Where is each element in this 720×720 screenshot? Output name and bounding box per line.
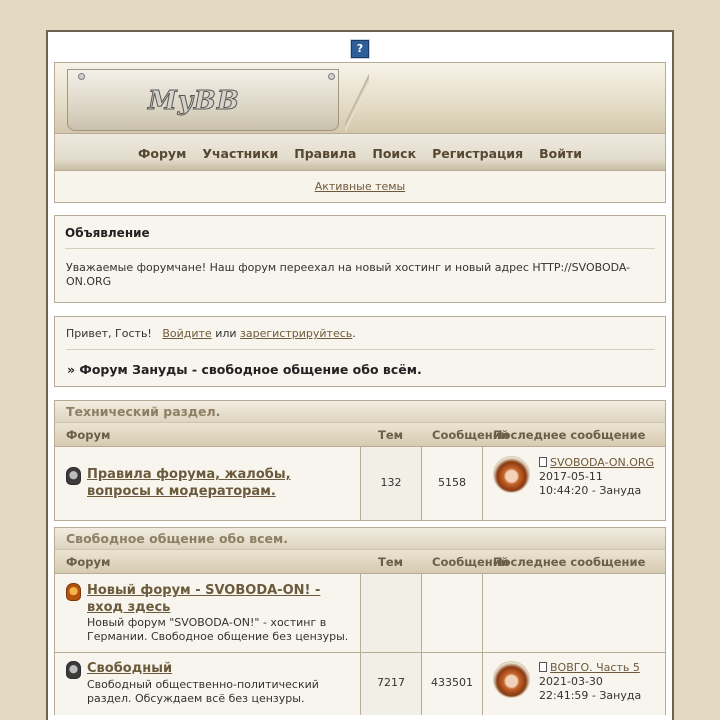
col-forum: Форум (66, 428, 111, 442)
greeting: Привет, Гость! (66, 327, 152, 340)
forum-new-icon (66, 583, 81, 601)
forum-row (55, 653, 665, 715)
column-header (55, 423, 665, 447)
last-post-date: 2021-03-30 (539, 675, 603, 688)
forum-description: Свободный общественно-политический раздел. Обсуждаем всё без цензуры. (87, 678, 319, 705)
welcome-line (66, 327, 655, 350)
logo-text: MyBB (148, 86, 240, 116)
last-post (539, 661, 659, 703)
login-link[interactable]: Войдите (162, 327, 212, 340)
bolt-icon (78, 73, 85, 80)
category-title[interactable]: Свободное общение обо всем. (55, 528, 665, 550)
nav-search[interactable]: Поиск (372, 146, 417, 161)
header (54, 62, 666, 134)
topics-count: 132 (380, 476, 402, 489)
posts-count: 433501 (431, 676, 473, 689)
forum-title[interactable]: Новый форум - SVOBODA-ON! - вход здесь (87, 583, 321, 615)
forum-read-icon (66, 661, 81, 679)
col-topics: Тем (378, 428, 404, 442)
nav-register[interactable]: Регистрация (432, 146, 524, 161)
last-post-link[interactable]: ВОВГО. Часть 5 (550, 661, 640, 674)
last-post-time-author: 10:44:20 - Зануда (539, 484, 642, 497)
page-wrapper (46, 30, 674, 720)
last-post (539, 456, 659, 498)
nav-rules[interactable]: Правила (294, 146, 357, 161)
category-technical (54, 400, 666, 521)
header-divider (345, 63, 369, 134)
announcement-text: Уважаемые форумчане! Наш форум переехал на новый хостинг и новый адрес HTTP://SVOBODA-ON.ORG (66, 261, 631, 288)
logo[interactable] (67, 69, 339, 131)
breadcrumb[interactable]: » Форум Зануды - свободное общение обо всём. (67, 362, 422, 377)
document-icon (539, 662, 547, 672)
category-free-talk (54, 527, 666, 715)
announcement-title: Объявление (65, 226, 655, 249)
forum-title[interactable]: Правила форума, жалобы, вопросы к модераторам. (87, 467, 291, 499)
last-post-time-author: 22:41:59 - Зануда (539, 689, 642, 702)
nav-forum[interactable]: Форум (138, 146, 187, 161)
last-post-link[interactable]: SVOBODA-ON.ORG (550, 456, 655, 469)
help-icon[interactable]: ? (351, 40, 369, 58)
forum-read-icon (66, 467, 81, 485)
period: . (352, 327, 356, 340)
avatar[interactable] (493, 661, 530, 698)
register-link[interactable]: зарегистрируйтесь (240, 327, 353, 340)
column-header (55, 550, 665, 574)
col-last-post: Последнее сообщение (493, 428, 646, 442)
col-topics: Тем (378, 555, 404, 569)
forum-title[interactable]: Свободный (87, 661, 173, 676)
bolt-icon (328, 73, 335, 80)
nav-members[interactable]: Участники (202, 146, 279, 161)
announcement-box (54, 215, 666, 303)
active-topics-link[interactable]: Активные темы (314, 180, 406, 193)
col-forum: Форум (66, 555, 111, 569)
last-post-date: 2017-05-11 (539, 470, 603, 483)
nav-login[interactable]: Войти (539, 146, 582, 161)
sub-nav (54, 171, 666, 203)
document-icon (539, 457, 547, 467)
avatar[interactable] (493, 456, 530, 493)
forum-row (55, 574, 665, 653)
category-title[interactable]: Технический раздел. (55, 401, 665, 423)
main-nav (54, 133, 666, 171)
forum-row (55, 447, 665, 520)
forum-description: Новый форум "SVOBODA-ON!" - хостинг в Германии. Свободное общение без цензуры. (87, 616, 349, 643)
col-last-post: Последнее сообщение (493, 555, 646, 569)
or-text: или (215, 327, 237, 340)
welcome-box (54, 316, 666, 387)
col-posts: Сообщений (432, 428, 509, 442)
posts-count: 5158 (438, 476, 466, 489)
topics-count: 7217 (377, 676, 405, 689)
col-posts: Сообщений (432, 555, 509, 569)
